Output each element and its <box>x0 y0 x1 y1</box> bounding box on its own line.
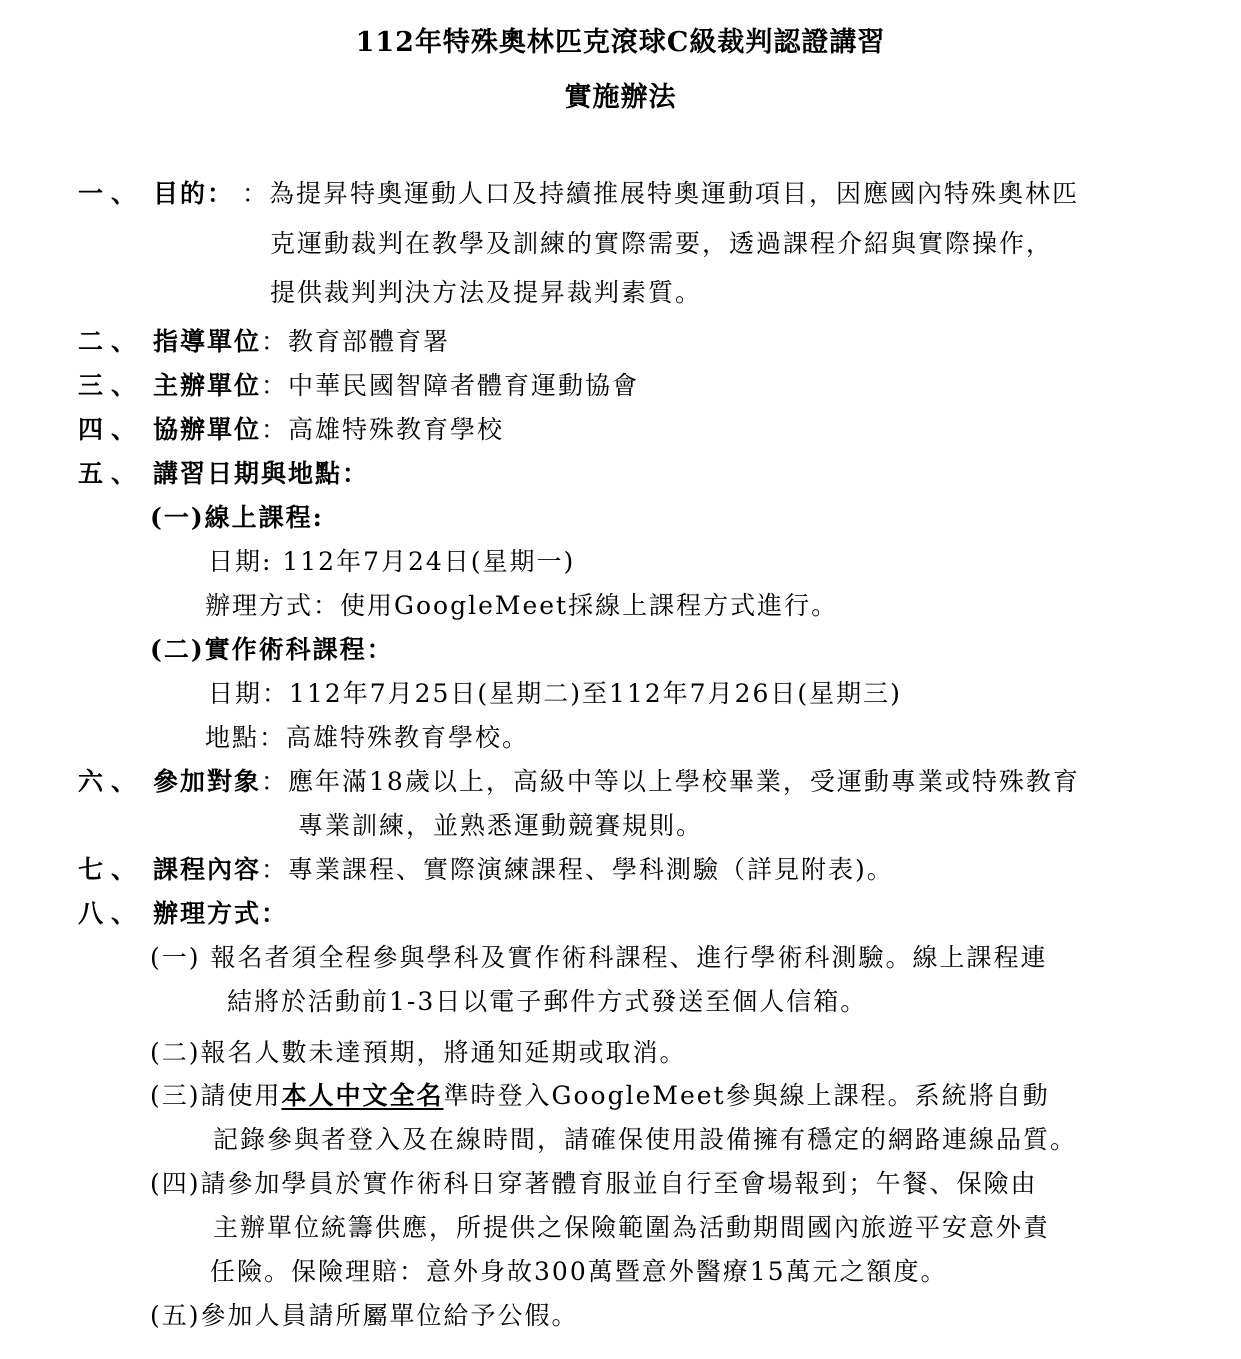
section-1-line-3: 提供裁判判決方法及提昇裁判素質。 <box>270 278 703 307</box>
section-7-number: 七、 <box>78 855 145 884</box>
section-3-row <box>153 371 639 401</box>
section-8-item-1-line-1: (一) 報名者須全程參與學科及實作術科課程、進行學術科測驗。線上課程連 <box>150 943 1048 972</box>
section-3-number: 三、 <box>78 371 145 400</box>
section-2-number: 二、 <box>78 327 145 356</box>
section-7-text: ：專業課程、實際演練課程、學科測驗（詳見附表)。 <box>261 855 894 884</box>
section-2-text: ：教育部體育署 <box>261 327 451 356</box>
document-subtitle: 實施辦法 <box>564 82 677 113</box>
section-8-item-2: (二)報名人數未達預期，將通知延期或取消。 <box>150 1038 687 1067</box>
section-8-item-3-pre: (三)請使用 <box>150 1081 282 1110</box>
section-7-row <box>153 855 894 885</box>
section-8-item-3-post: 準時登入GoogleMeet參與線上課程。系統將自動 <box>443 1081 1050 1110</box>
section-1-label: 目的： <box>153 179 235 208</box>
section-8-item-3-line-1 <box>150 1081 1050 1111</box>
section-2-row <box>153 327 450 357</box>
section-5-sub-2-heading: (二)實作術科課程： <box>150 635 394 664</box>
section-6-line-1: ：應年滿18歲以上，高級中等以上學校畢業，受運動專業或特殊教育 <box>261 767 1080 796</box>
section-7-label: 課程內容 <box>153 855 262 884</box>
section-5-sub-1-date: 日期: 112年7月24日(星期一) <box>208 547 576 576</box>
section-3-label: 主辦單位 <box>153 371 262 400</box>
section-4-label: 協辦單位 <box>153 415 262 444</box>
section-4-number: 四、 <box>78 415 145 444</box>
section-1-line-1: ：為提昇特奧運動人口及持續推展特奧運動項目，因應國內特殊奧林匹 <box>242 179 1080 208</box>
section-6-label: 參加對象 <box>153 767 262 796</box>
section-6-line-2: 專業訓練，並熟悉運動競賽規則。 <box>298 811 704 840</box>
section-5-label: 講習日期與地點： <box>153 459 370 488</box>
section-8-item-3-emphasis: 本人中文全名 <box>281 1081 444 1110</box>
section-8-label: 辦理方式： <box>153 899 289 928</box>
section-8-item-4-line-3: 任險。保險理賠：意外身故300萬暨意外醫療15萬元之額度。 <box>210 1257 948 1286</box>
section-2-label: 指導單位 <box>153 327 262 356</box>
section-8-item-1-line-2: 結將於活動前1-3日以電子郵件方式發送至個人信箱。 <box>227 987 868 1016</box>
section-8-item-3-line-2: 記錄參與者登入及在線時間，請確保使用設備擁有穩定的網路連線品質。 <box>213 1125 1078 1154</box>
section-5-sub-1-heading: (一)線上課程: <box>150 503 324 532</box>
section-5-number: 五、 <box>78 459 145 488</box>
document-title: 112年特殊奧林匹克滾球C級裁判認證講習 <box>355 27 886 58</box>
section-5-sub-2-place: 地點：高雄特殊教育學校。 <box>205 723 530 752</box>
section-1-number: 一、 <box>78 179 145 208</box>
section-3-text: ：中華民國智障者體育運動協會 <box>261 371 640 400</box>
section-8-item-4-line-1: (四)請參加學員於實作術科日穿著體育服並自行至會場報到；午餐、保險由 <box>150 1169 1038 1198</box>
section-8-item-5: (五)參加人員請所屬單位給予公假。 <box>150 1301 579 1330</box>
section-6-row <box>153 767 1080 797</box>
section-8-number: 八、 <box>78 899 145 928</box>
section-5-sub-1-method: 辦理方式：使用GoogleMeet採線上課程方式進行。 <box>205 591 839 620</box>
section-4-row <box>153 415 504 445</box>
section-5-sub-2-date: 日期：112年7月25日(星期二)至112年7月26日(星期三) <box>208 679 902 708</box>
section-6-number: 六、 <box>78 767 145 796</box>
section-4-text: ：高雄特殊教育學校 <box>261 415 505 444</box>
section-1-line-2: 克運動裁判在教學及訓練的實際需要，透過課程介紹與實際操作， <box>270 229 1054 258</box>
section-8-item-4-line-2: 主辦單位統籌供應，所提供之保險範圍為活動期間國內旅遊平安意外責 <box>213 1213 1051 1242</box>
